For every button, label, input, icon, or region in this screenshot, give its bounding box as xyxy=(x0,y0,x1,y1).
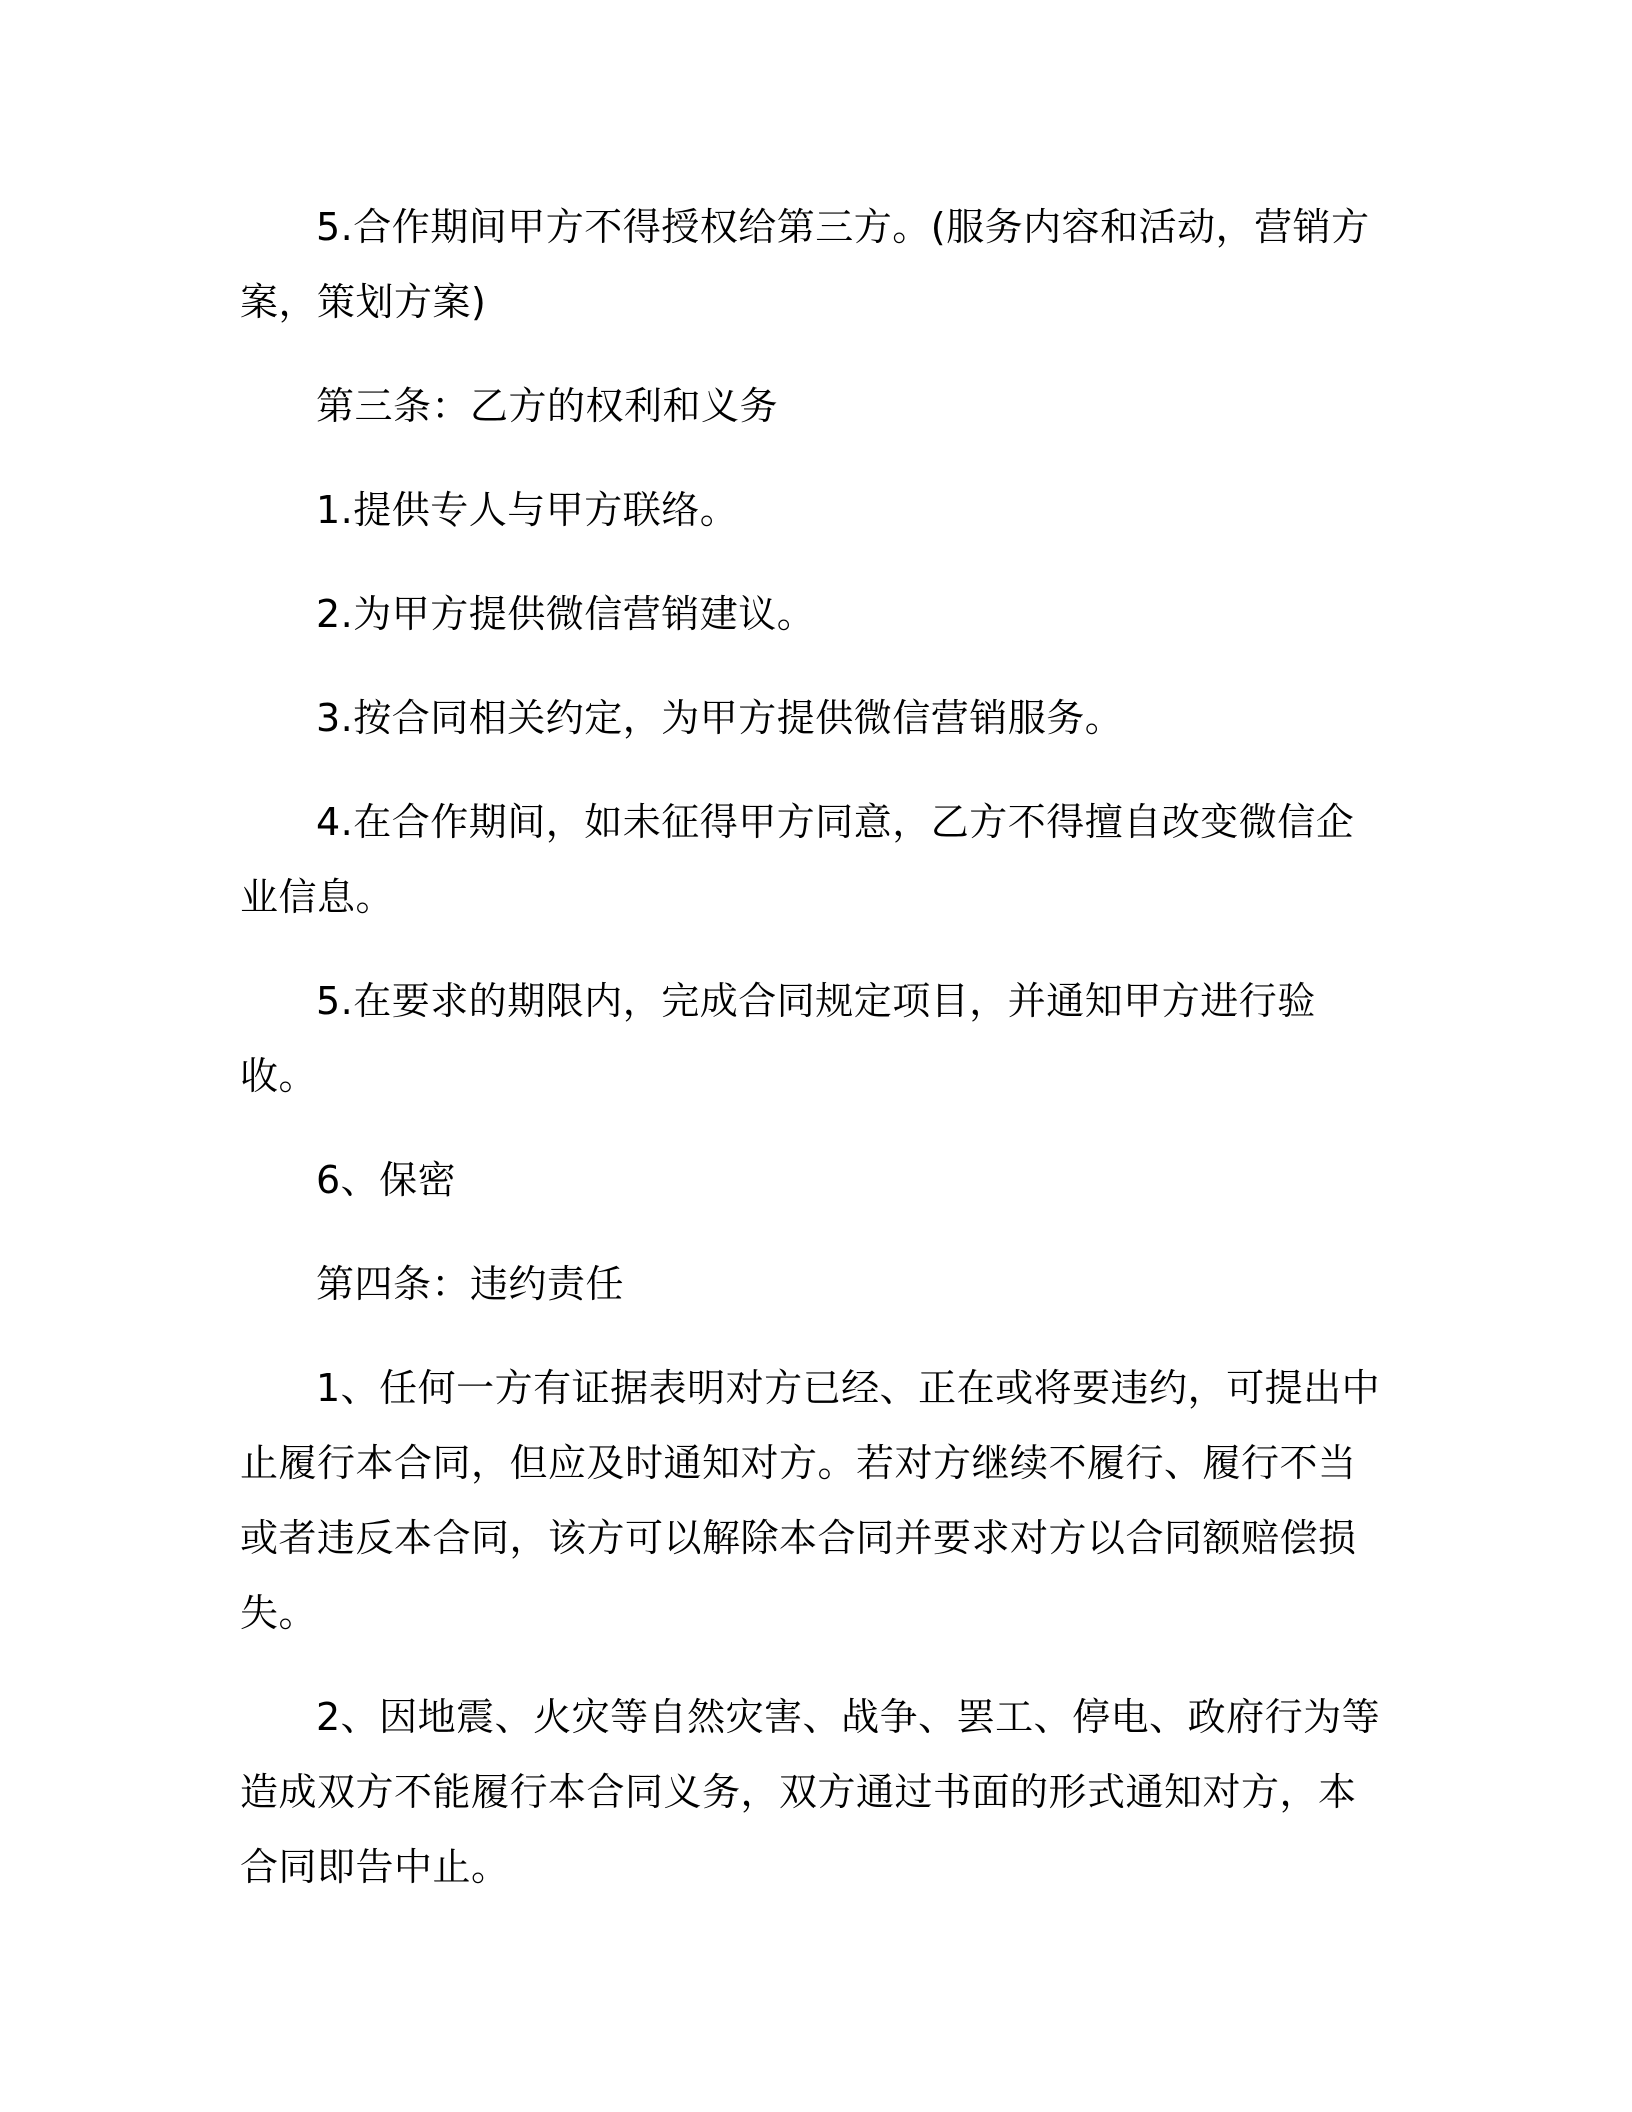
clause-paragraph: 5.合作期间甲方不得授权给第三方。(服务内容和活动，营销方案，策划方案) xyxy=(240,205,1370,324)
clause-paragraph: 1.提供专人与甲方联络。 xyxy=(316,488,739,532)
section-heading: 第三条：乙方的权利和义务 xyxy=(316,384,779,428)
clause-paragraph: 6、保密 xyxy=(316,1158,457,1202)
section-heading: 第四条：违约责任 xyxy=(316,1262,625,1306)
clause-paragraph: 2、因地震、火灾等自然灾害、战争、罢工、停电、政府行为等造成双方不能履行本合同义务，双方通过书面的形式通知对方，本合同即告中止。 xyxy=(240,1695,1381,1889)
document-page xyxy=(240,190,1390,1905)
clause-paragraph: 1、任何一方有证据表明对方已经、正在或将要违约，可提出中止履行本合同，但应及时通知对方。若对方继续不履行、履行不当或者违反本合同，该方可以解除本合同并要求对方以合同额赔偿损失。 xyxy=(240,1366,1381,1635)
clause-paragraph: 3.按合同相关约定，为甲方提供微信营销服务。 xyxy=(316,696,1124,740)
clause-paragraph: 2.为甲方提供微信营销建议。 xyxy=(316,592,816,636)
clause-paragraph: 4.在合作期间，如未征得甲方同意，乙方不得擅自改变微信企业信息。 xyxy=(240,800,1355,919)
clause-paragraph: 5.在要求的期限内，完成合同规定项目，并通知甲方进行验收。 xyxy=(240,979,1316,1098)
